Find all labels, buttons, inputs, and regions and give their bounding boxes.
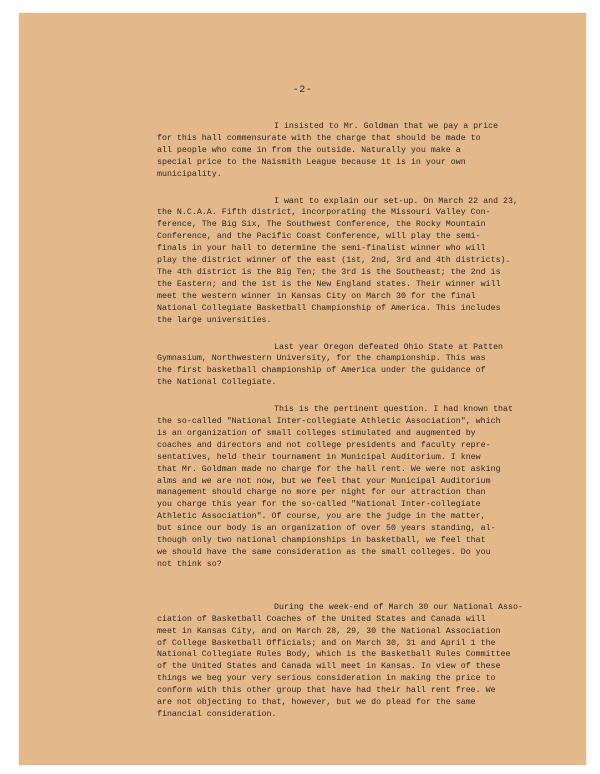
letter-body — [157, 121, 577, 736]
text-line: meet in Kansas City, and on March 28, 29, 30 the National Association — [157, 626, 501, 636]
text-line: Conference, and the Pacific Coast Conference, will play the semi- — [157, 232, 481, 242]
text-line: that Mr. Goldman made no charge for the hall rent. We were not asking — [157, 464, 501, 474]
text-line: conform with this other group that have had their hall rent free. We — [157, 686, 496, 696]
text-line: During the week-end of March 30 our National Asso- — [274, 602, 523, 612]
text-line: financial consideration. — [157, 709, 277, 719]
text-line: the so-called "National Inter-collegiate Athletic Association", which — [157, 417, 501, 427]
text-line: the N.C.A.A. Fifth district, incorporating the Missouri Valley Con- — [157, 208, 491, 218]
text-line: The 4th district is the Big Ten; the 3rd is the Southeast; the 2nd is — [157, 267, 501, 277]
text-line: coaches and directors and not college presidents and faculty repre- — [157, 440, 491, 450]
text-line: we should have the same consideration as the small colleges. Do you — [157, 548, 491, 557]
paragraph-1 — [157, 121, 577, 181]
text-line: all people who come in from the outside. Naturally you make a — [157, 145, 461, 155]
text-line: Athletic Association". Of course, you are the judge in the matter, — [157, 512, 486, 522]
paragraph-4 — [157, 404, 577, 571]
text-line: not think so? — [157, 559, 222, 569]
text-line: This is the pertinent question. I had known that — [274, 405, 513, 415]
text-line: are not objecting to that, however, but we do plead for the same — [157, 698, 476, 708]
text-line: National Collegiate Basketball Championship of America. This includes — [157, 303, 501, 313]
paragraph-2 — [157, 196, 577, 327]
text-line: of College Basketball Officials; and on March 30, 31 and April 1 the — [157, 638, 496, 648]
text-line: is an organization of small colleges stimulated and augmented by — [157, 428, 476, 438]
text-line: I insisted to Mr. Goldman that we pay a price — [274, 122, 499, 131]
text-line: but since our body is an organization of over 50 years standing, al- — [157, 524, 496, 534]
text-line: the Eastern; and the 1st is the New England states. Their winner will — [157, 279, 501, 289]
text-line: the large universities. — [157, 315, 272, 325]
text-line: though only two national championships in basketball, we feel that — [157, 536, 486, 546]
text-line: municipality. — [157, 169, 222, 179]
text-line: Gymnasium, Northwestern University, for the championship. This was — [157, 354, 486, 364]
page-number: -2- — [292, 85, 313, 96]
paragraph-5 — [157, 602, 577, 721]
text-line: play the district winner of the east (1st, 2nd, 3rd and 4th districts). — [157, 256, 511, 266]
text-line: for this hall commensurate with the charge that should be made to — [157, 133, 481, 143]
text-line: meet the western winner in Kansas City on March 30 for the final — [157, 291, 476, 301]
text-line: ciation of Basketball Coaches of the United States and Canada will — [157, 614, 486, 624]
paragraph-3 — [157, 342, 577, 390]
text-line: alms and we are not now, but we feel that your Municipal Auditorium — [157, 476, 491, 486]
text-line: things we beg your very serious consideration in making the price to — [157, 674, 496, 684]
text-line: you charge this year for the so-called "National Inter-collegiate — [157, 500, 481, 510]
text-line: management should charge no more per night for our attraction than — [157, 488, 486, 498]
text-line: the first basketball championship of America under the guidance of — [157, 366, 486, 376]
text-line: I want to explain our set-up. On March 22 and 23, — [274, 196, 518, 206]
text-line: of the United States and Canada will meet in Kansas. In view of these — [157, 662, 501, 672]
text-line: finals in your hall to determine the semi-finalist winner who will — [157, 244, 486, 254]
text-line: Last year Oregon defeated Ohio State at Patten — [274, 342, 504, 352]
text-line: special price to the Naismith League because it is in your own — [157, 157, 466, 167]
text-line: sentatives, held their tournament in Municipal Auditorium. I knew — [157, 452, 481, 462]
text-line: ference, The Big Six, The Southwest Conference, the Rocky Mountain — [157, 220, 486, 230]
text-line: the National Collegiate. — [157, 378, 277, 388]
text-line: National Collegiate Rules Body, which is the Basketball Rules Committee — [157, 650, 511, 660]
document-page — [19, 13, 586, 765]
